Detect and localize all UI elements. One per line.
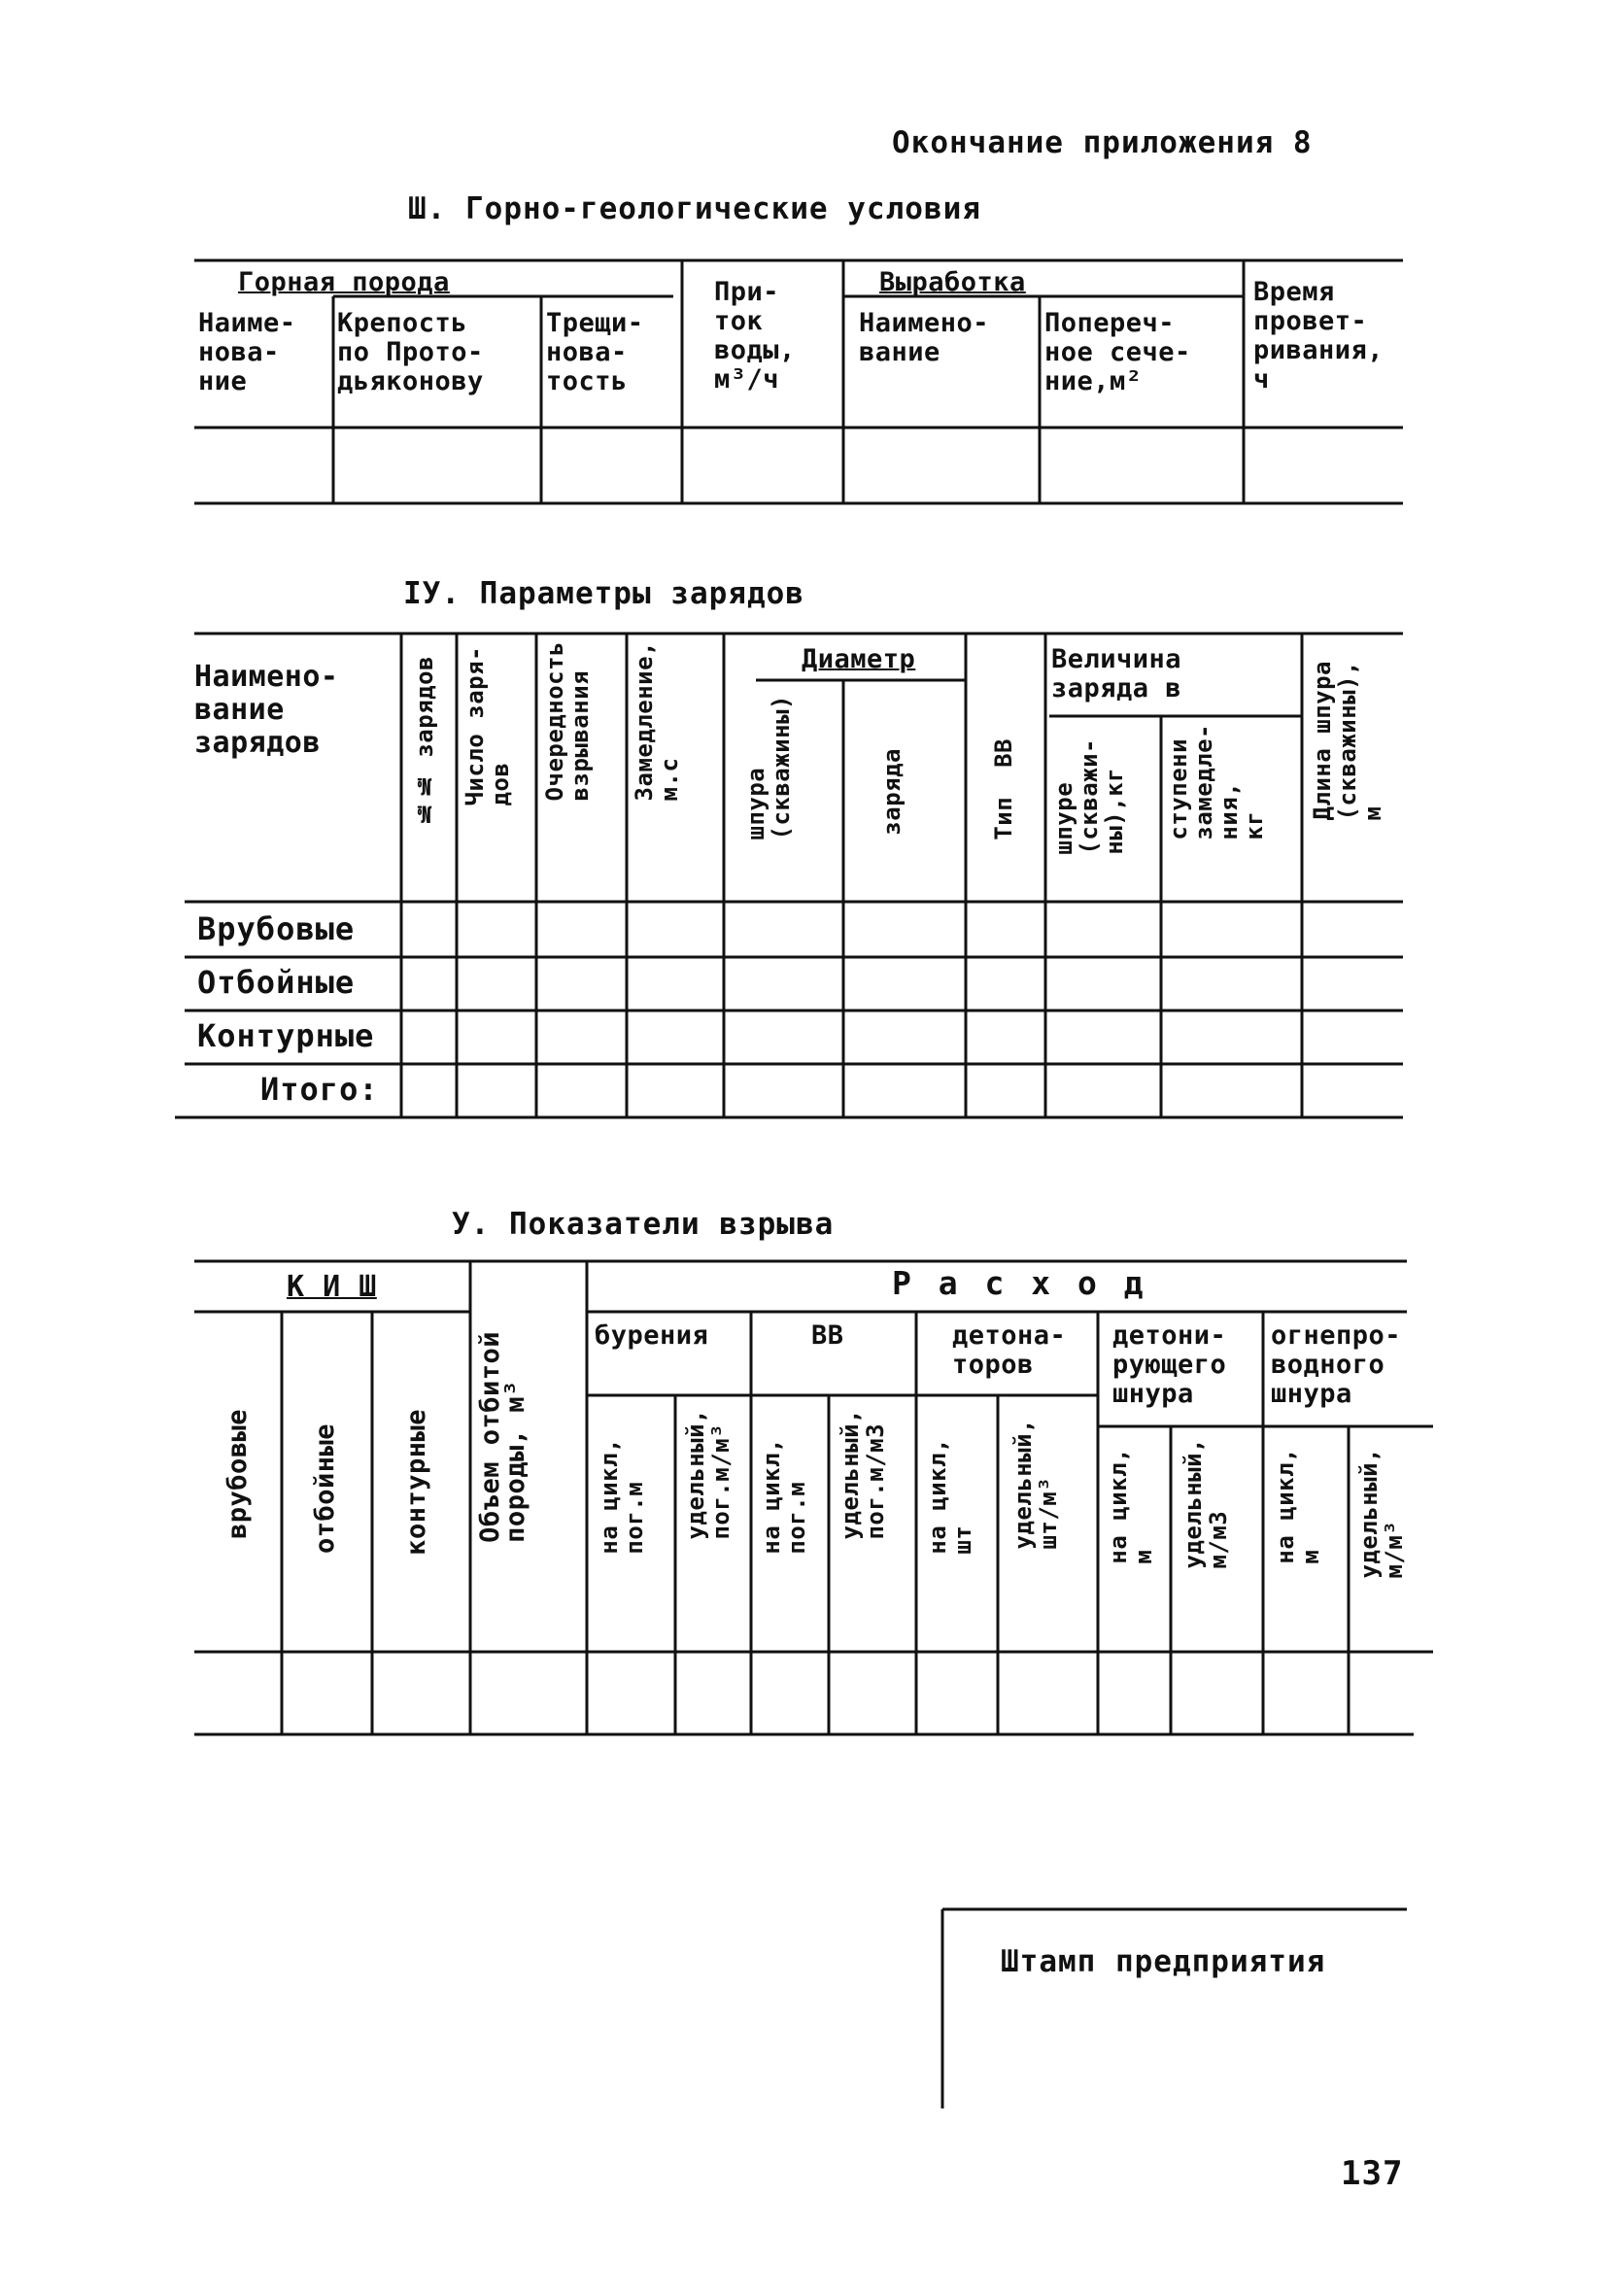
s5-sub-det-spec: удельный, шт/м³ [1009,1419,1062,1550]
s3-col-inflow: При- ток воды, м³/ч [714,277,796,394]
s4-col-charge-hole: шпуре (скважи- ны),кг [1050,738,1128,855]
s4-row-cut: Врубовые [197,910,356,947]
s5-col-break: отбойные [310,1423,340,1555]
s5-group-det-cord: детони- рующего шнура [1112,1320,1227,1409]
page-number: 137 [1341,2154,1404,2193]
s5-col-cut: врубовые [222,1409,253,1540]
s5-group-consumption: Р а с х о д [892,1264,1147,1302]
s5-sub-ex-spec: удельный, пог.м/м3 [837,1409,889,1540]
stamp-label: Штамп предприятия [1001,1944,1326,1979]
section4-title: IУ. Параметры зарядов [403,576,804,611]
s4-col-diam-hole: шпура (скважины) [742,695,795,840]
s5-sub-fuse-cycle: на цикл, м [1272,1448,1324,1564]
s3-col-name: Наиме- нова- ние [198,308,296,396]
appendix-end-title: Окончание приложения 8 [892,125,1313,160]
s3-col-time: Время провет- ривания, ч [1253,277,1385,394]
s4-col-count: Число заря- дов [462,646,514,806]
s3-col-work-name: Наимено- вание [859,308,990,367]
s3-col-fracture: Трещи- нова- тость [546,308,644,396]
s3-col-strength: Крепость по Прото- дьяконову [337,308,484,396]
s5-group-explosive: ВВ [811,1320,844,1351]
s5-col-contour: контурные [401,1409,431,1556]
s4-col-charge-name: Наимено- вание зарядов [194,660,339,760]
s5-sub-det-cycle: на цикл, шт [924,1438,976,1555]
s4-row-total: Итого: [260,1071,379,1108]
section3-title: Ш. Горно-геологические условия [408,191,981,226]
s4-col-delay: Замедление, м.с [631,641,683,802]
s3-col-section: Попереч- ное сече- ние,м² [1044,308,1191,396]
s5-group-detonators: детона- торов [952,1320,1067,1380]
s4-col-type: Тип ВВ [990,738,1017,840]
s4-col-order: Очередность взрывания [541,641,594,802]
s4-col-length: Длина шпура (скважины), м [1309,661,1386,821]
s5-sub-ex-cycle: на цикл, пог.м [758,1438,810,1555]
s5-group-fuse: огнепро- водного шнура [1271,1320,1402,1409]
s5-sub-cord-cycle: на цикл, м [1105,1448,1157,1564]
s4-group-diameter: Диаметр [802,644,916,674]
s4-col-numbers: №№ зарядов [411,656,438,828]
s4-col-charge-step: ступени замедле- ния, кг [1165,724,1268,840]
s3-group-rock: Горная порода [238,267,450,297]
s4-group-charge-size: Величина заряда в [1051,644,1182,703]
section5-title: У. Показатели взрыва [452,1207,835,1242]
s5-sub-drill-spec: удельный, пог.м/м³ [682,1409,735,1540]
s5-group-kish: К И Ш [287,1270,377,1304]
s5-sub-drill-cycle: на цикл, пог.м [596,1438,648,1555]
s5-sub-cord-spec: удельный, м/м3 [1180,1438,1232,1569]
s4-row-break: Отбойные [197,964,356,1001]
s4-col-diam-charge: заряда [878,748,906,836]
s5-col-volume: Объем отбитой породы, м³ [475,1331,530,1543]
s5-group-drilling: бурения [595,1320,709,1351]
s4-row-contour: Контурные [197,1017,375,1054]
s3-group-working: Выработка [879,267,1026,297]
s5-sub-fuse-spec: удельный, м/м³ [1355,1448,1408,1579]
